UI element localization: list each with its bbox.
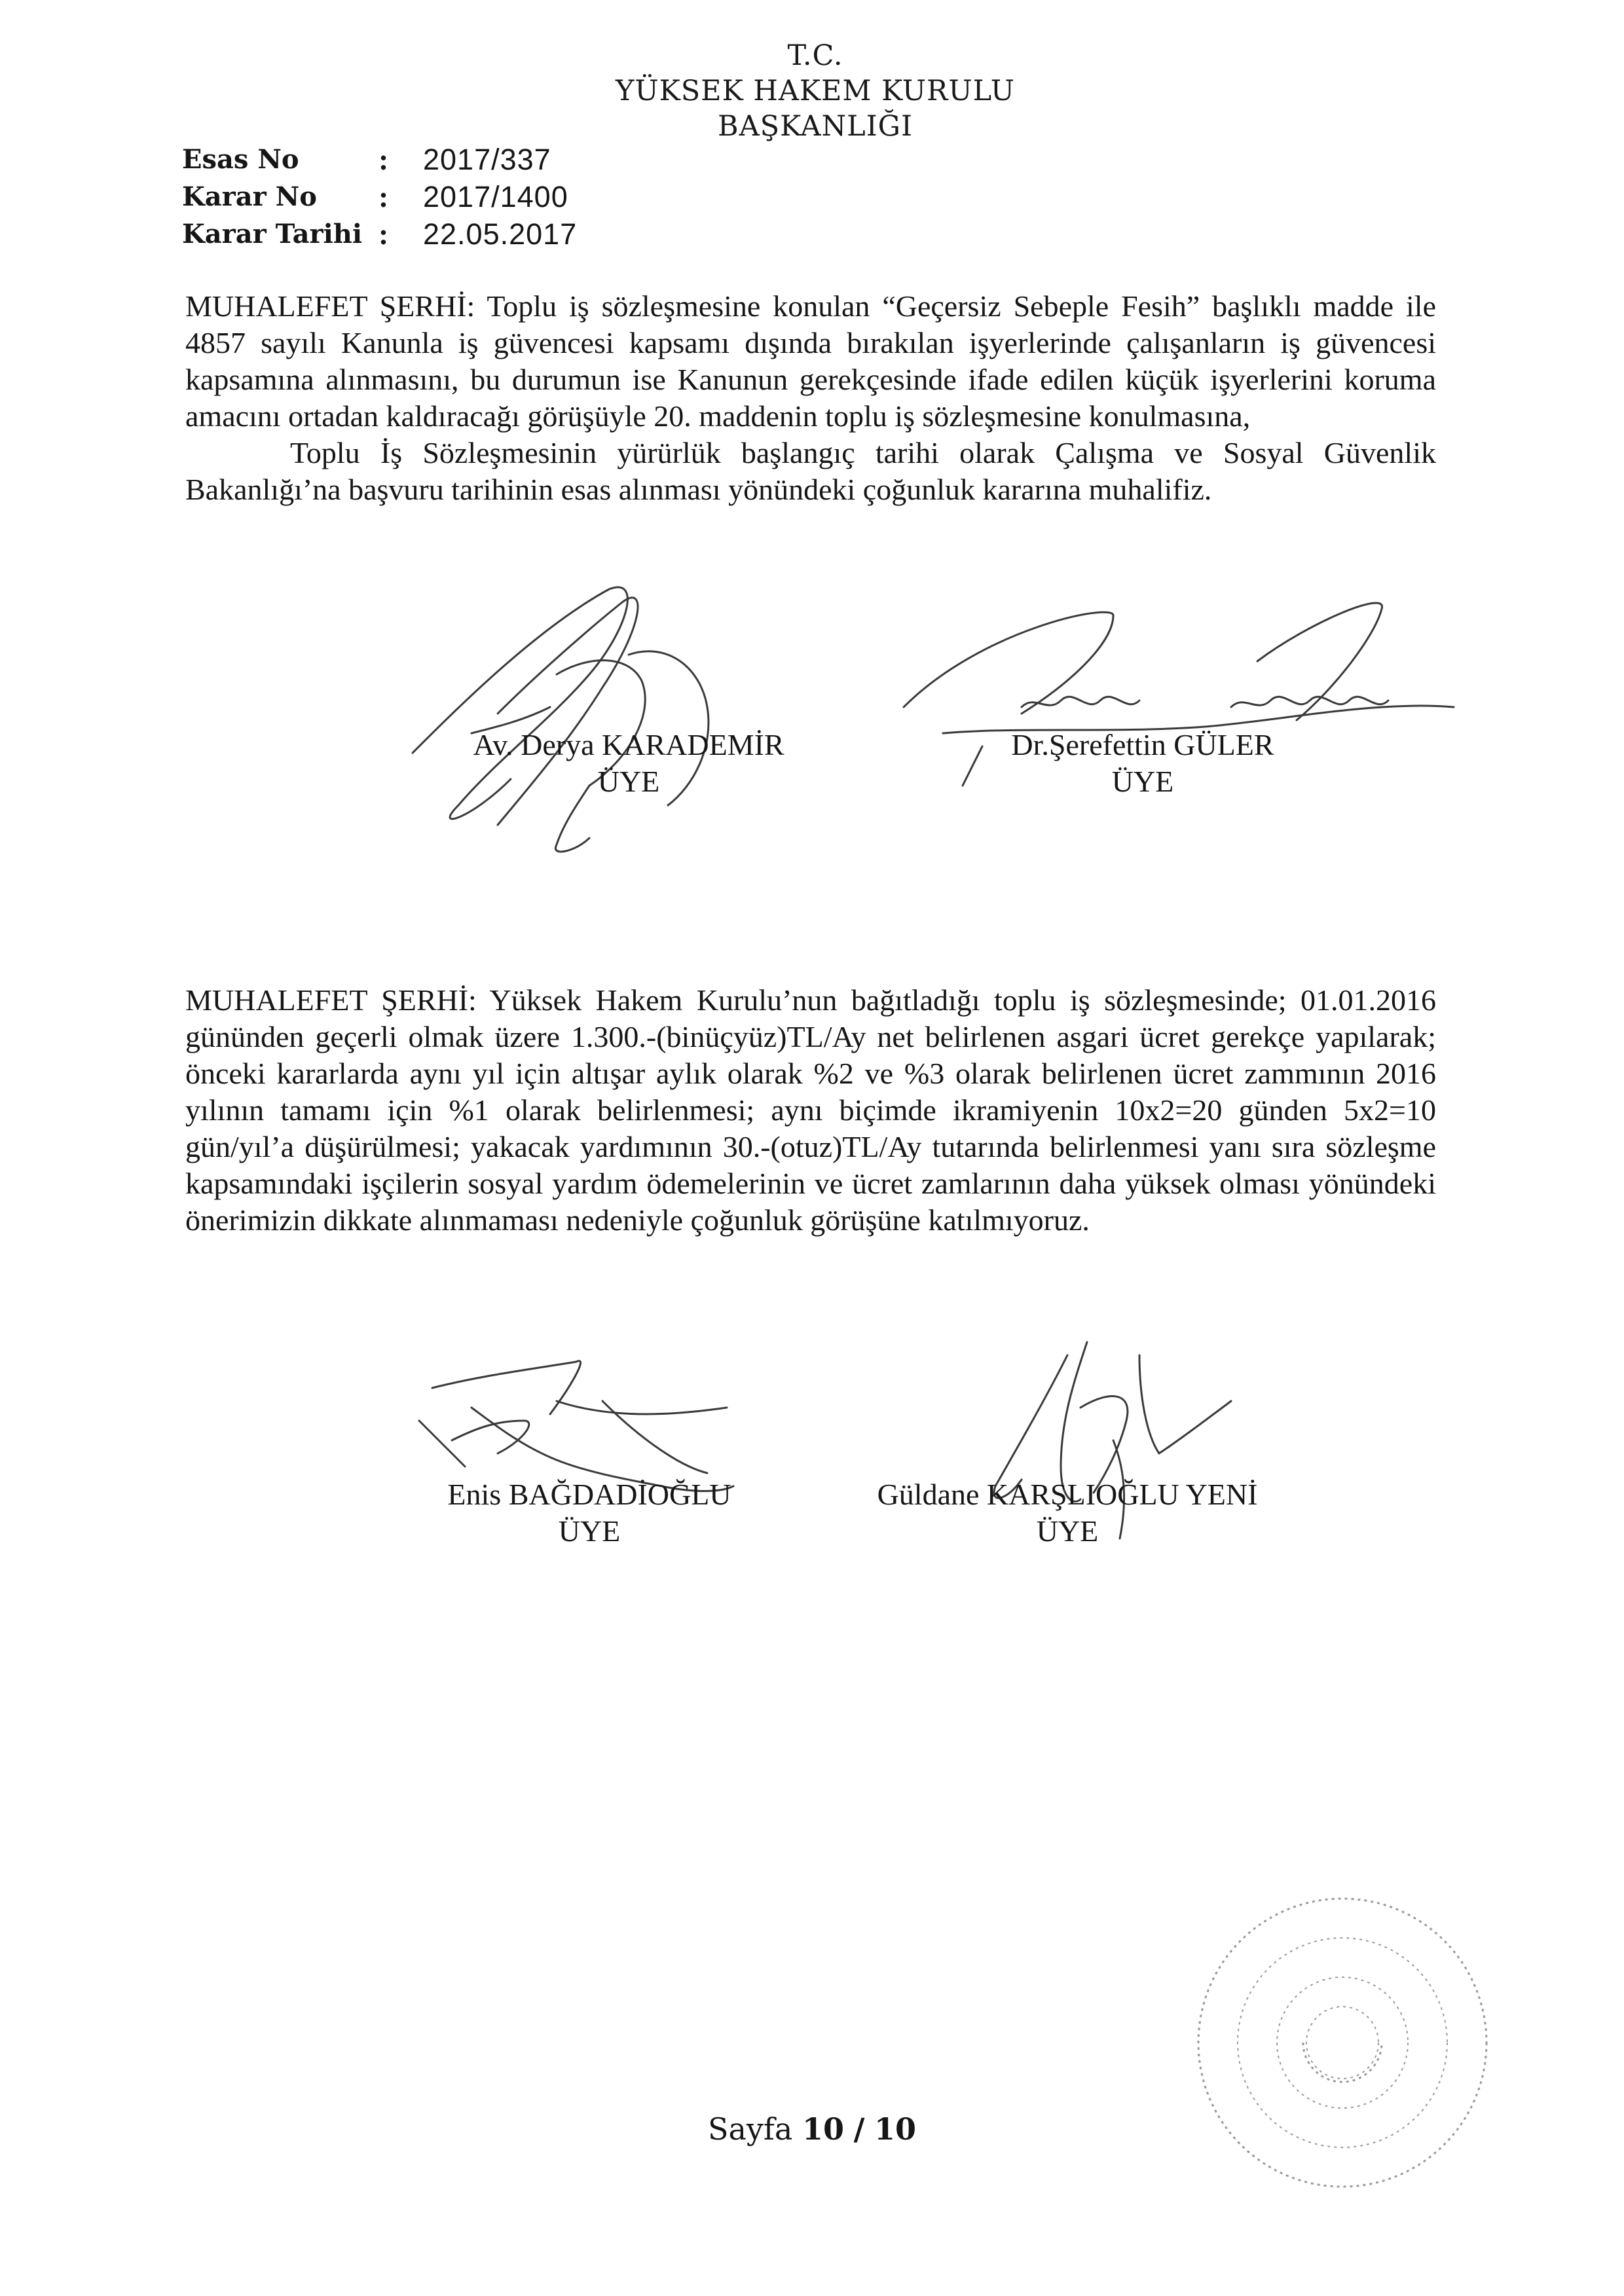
dissent-opinion-2 [185,982,1436,1239]
meta-value: 22.05.2017 [423,217,578,251]
signatory-name: Enis BAĞDADİOĞLU [447,1478,731,1511]
meta-value: 2017/337 [423,143,551,176]
page-number-total: 10 [874,2111,917,2147]
signatory-derya-karademir [393,727,864,800]
meta-label: Karar No [182,181,317,212]
signatory-serefettin-guler [930,727,1356,800]
meta-label: Karar Tarihi [182,219,363,249]
signatory-guldane-karsiloglu-yeni [838,1476,1297,1550]
page-number [0,2111,1624,2147]
signature-enis-bagdadioglu [419,1361,733,1491]
signature-derya-karademir [413,587,709,852]
signatory-role: ÜYE [1111,765,1174,798]
signatory-role: ÜYE [1036,1514,1099,1548]
case-metadata [182,141,577,253]
page-number-current: 10 [802,2111,844,2147]
meta-colon: : [378,180,389,213]
meta-colon: : [378,143,389,176]
meta-colon: : [378,217,389,251]
header-line-tc: T.C. [787,39,843,72]
meta-row-karar-no [182,178,577,215]
header-line-kurul: YÜKSEK HAKEM KURULU [615,75,1016,107]
meta-value: 2017/1400 [423,180,568,213]
signatory-name: Güldane KARŞLIOĞLU YENİ [877,1478,1258,1511]
signatory-role: ÜYE [558,1514,621,1548]
header-line-baskanlik: BAŞKANLIĞI [717,110,913,143]
page-number-separator: / [853,2111,865,2147]
dissent-1-paragraph-1: MUHALEFET ŞERHİ: Toplu iş sözleşmesine konulan “Geçersiz Sebeple Fesih” başlıklı madde ile 4857 sayılı Kanunla iş güvencesi kapsamı dışında bırakılan işyerlerinde çalışanların iş güvencesi kapsamına alınmasını, bu durumun ise Kanunun gerekçesinde ifade edilen küçük işyerlerini koruma amacını ortadan kaldıracağı görüşüyle 20. maddenin toplu iş sözleşmesine konulmasına, [185,289,1436,433]
dissent-1-paragraph-2: Toplu İş Sözleşmesinin yürürlük başlangıç tarihi olarak Çalışma ve Sosyal Güvenlik Bakanlığı’na başvuru tarihinin esas alınması yönündeki çoğunluk kararına muhalifiz. [185,436,1436,506]
meta-row-karar-tarihi [182,215,577,253]
meta-label: Esas No [182,144,299,175]
dissent-opinion-1 [185,288,1436,508]
signatory-enis-bagdadioglu [386,1476,792,1550]
institution-header [0,38,1624,144]
signatory-name: Dr.Şerefettin GÜLER [1011,728,1274,761]
meta-row-esas-no [182,141,577,178]
page-number-prefix: Sayfa [707,2111,793,2147]
signatory-role: ÜYE [597,765,660,798]
signatory-name: Av. Derya KARADEMİR [473,728,784,761]
dissent-2-paragraph-1: MUHALEFET ŞERHİ: Yüksek Hakem Kurulu’nun bağıtladığı toplu iş sözleşmesinde; 01.01.2016 gününden geçerli olmak üzere 1.300.-(binüçyüz)TL/Ay net belirlenen asgari ücret gerekçe yapılarak; önceki kararlarda aynı yıl için altışar aylık olarak %2 ve %3 olarak belirlenen ücret zammının 2016 yılının tamamı için %1 olarak belirlenmesi; aynı biçimde ikramiyenin 10x2=20 günden 5x2=10 gün/yıl’a düşürülmesi; yakacak yardımının 30.-(otuz)TL/Ay tutarında belirlenmesi yanı sıra sözleşme kapsamındaki işçilerin sosyal yardım ödemelerinin ve ücret zamlarının daha yüksek olması yönündeki önerimizin dikkate alınmaması nedeniyle çoğunluk görüşüne katılmıyoruz. [185,983,1436,1237]
